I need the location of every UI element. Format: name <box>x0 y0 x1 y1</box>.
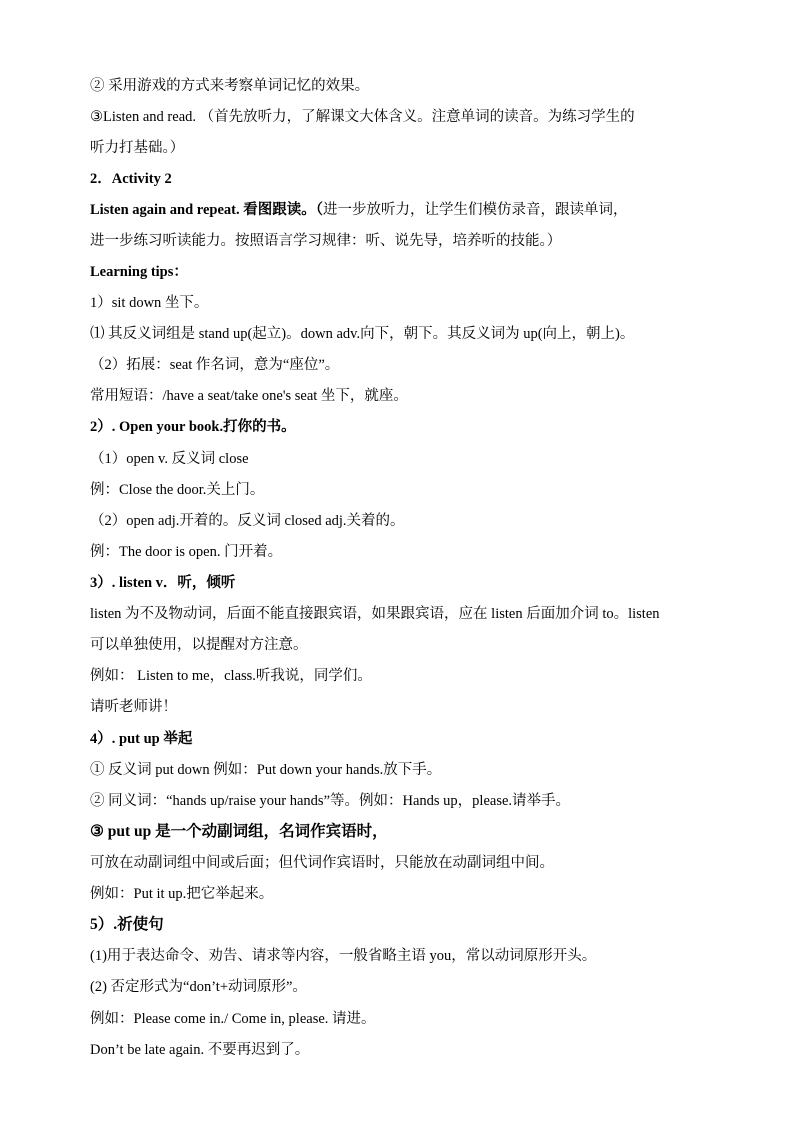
text-line: Don’t be late again. 不要再迟到了。 <box>90 1042 310 1058</box>
text-line: （2）open adj.开着的。反义词 closed adj.关着的。 <box>90 513 405 529</box>
text-line: 请听老师讲！ <box>90 699 177 715</box>
text-line: 进一步练习听读能力。按照语言学习规律：听、说先导，培养听的技能。） <box>90 233 562 249</box>
learning-tips-heading: Learning tips： <box>90 264 188 280</box>
activity-note: 进一步放听力，让学生们模仿录音，跟读单词， <box>322 202 628 218</box>
text-line: listen 为不及物动词，后面不能直接跟宾语，如果跟宾语，应在 listen 后面加介词 to。listen <box>90 606 660 622</box>
activity-instruction: Listen again and repeat. 看图跟读。（ <box>90 202 323 218</box>
tip-heading: 3）. listen v．听，倾听 <box>90 575 236 591</box>
text-line: 例：Close the door.关上门。 <box>90 482 265 498</box>
text-line: （1）open v. 反义词 close <box>90 451 249 467</box>
tip-heading: 5）.祈使句 <box>90 916 164 933</box>
tip-heading: 2）. Open your book.打你的书。 <box>90 419 296 435</box>
text-line: 常用短语：/have a seat/take one's seat 坐下，就座。 <box>90 388 408 404</box>
text-line: 例如：Put it up.把它举起来。 <box>90 886 274 902</box>
text-line: 可放在动副词组中间或后面；但代词作宾语时，只能放在动副词组中间。 <box>90 855 554 871</box>
text-line: ② 同义词：“hands up/raise your hands”等。例如：Hands up，please.请举手。 <box>90 793 571 809</box>
text-line: (2) 否定形式为“don’t+动词原形”。 <box>90 979 307 995</box>
text-line: ② 采用游戏的方式来考察单词记忆的效果。 <box>90 78 370 94</box>
text-line: 1）sit down 坐下。 <box>90 295 209 311</box>
text-line: 听力打基础。） <box>90 140 185 156</box>
text-line: 可以单独使用，以提醒对方注意。 <box>90 637 308 653</box>
tip-heading: ③ put up 是一个动副词组，名词作宾语时， <box>90 823 388 840</box>
text-line: （2）拓展：seat 作名词，意为“座位”。 <box>90 357 340 373</box>
text-line: 例如： Listen to me，class.听我说，同学们。 <box>90 668 372 684</box>
text-line: ③Listen and read. （首先放听力，了解课文大体含义。注意单词的读音。为练习学生的 <box>90 109 635 125</box>
text-line <box>90 200 703 220</box>
text-line: ① 反义词 put down 例如：Put down your hands.放下手。 <box>90 762 442 778</box>
tip-heading: 4）. put up 举起 <box>90 731 193 747</box>
text-line: (1)用于表达命令、劝告、请求等内容，一般省略主语 you，常以动词原形开头。 <box>90 948 597 964</box>
text-line: 例如：Please come in./ Come in, please. 请进。 <box>90 1011 376 1027</box>
text-line: 例：The door is open. 门开着。 <box>90 544 283 560</box>
section-heading: 2．Activity 2 <box>90 171 172 187</box>
text-line: ⑴ 其反义词组是 stand up(起立)。down adv.向下，朝下。其反义词为 up(向上，朝上)。 <box>90 326 635 342</box>
